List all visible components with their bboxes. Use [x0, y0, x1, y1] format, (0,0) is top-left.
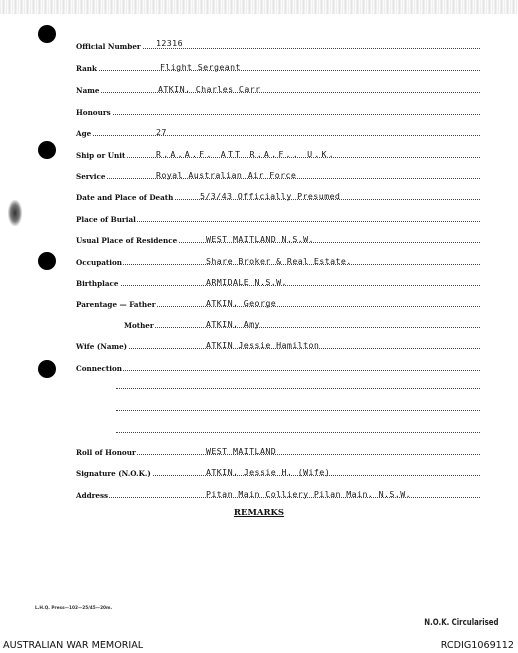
- field-mother: [76, 316, 480, 330]
- nok-circularised-stamp: N.O.K. Circularised: [423, 618, 498, 628]
- field-value: Royal Australian Air Force: [156, 170, 297, 180]
- field-label: Official Number: [76, 42, 141, 51]
- field-roll-of-honour: [76, 443, 480, 457]
- printer-imprint: L.H.Q. Press—102—25/45—20m.: [35, 606, 113, 611]
- archive-footer: [0, 636, 518, 653]
- field-address: [76, 486, 480, 500]
- field-label: Wife (Name): [76, 342, 128, 351]
- field-value: ATKIN, Amy: [206, 319, 260, 329]
- field-value: 12316: [156, 38, 183, 48]
- field-name: [76, 81, 480, 95]
- connection-blank-line: [116, 409, 480, 411]
- field-label: Place of Burial: [76, 215, 136, 224]
- field-occupation: [76, 253, 480, 267]
- punch-hole: [38, 252, 56, 270]
- field-label: Rank: [76, 64, 98, 73]
- fill-line: [76, 92, 480, 93]
- field-official-number: [76, 37, 480, 51]
- fill-line: [76, 114, 480, 115]
- punch-hole: [38, 25, 56, 43]
- field-value: WEST MAITLAND N.S.W.: [206, 234, 314, 244]
- field-label: Mother: [124, 321, 154, 330]
- scan-noise: [0, 0, 518, 14]
- field-label: Service: [76, 172, 106, 181]
- field-label: Connection: [76, 364, 122, 373]
- field-connection: [76, 359, 480, 373]
- field-value: ARMIDALE N.S.W.: [206, 277, 287, 287]
- fill-line: [76, 370, 480, 371]
- field-place-of-burial: [76, 210, 480, 224]
- remarks-heading: REMARKS: [233, 508, 285, 518]
- field-value: 27: [156, 127, 167, 137]
- connection-blank-line: [116, 387, 480, 389]
- field-age: [76, 124, 480, 138]
- connection-blank-line: [116, 431, 480, 433]
- field-usual-residence: [76, 231, 480, 245]
- field-label: Signature (N.O.K.): [76, 469, 151, 478]
- field-value: 5/3/43 Officially Presumed: [200, 191, 341, 201]
- archive-name: AUSTRALIAN WAR MEMORIAL: [3, 640, 144, 651]
- field-date-place-death: [76, 188, 480, 202]
- punch-hole: [38, 360, 56, 378]
- field-signature-nok: [76, 464, 480, 478]
- field-label: Birthplace: [76, 279, 119, 288]
- field-value: R.A.A.F. ATT R.A.F.. U.K.: [156, 149, 336, 159]
- field-value: WEST MAITLAND: [206, 446, 277, 456]
- field-value: Share Broker & Real Estate.: [206, 256, 352, 266]
- field-label: Occupation: [76, 258, 122, 267]
- field-honours: [76, 103, 480, 117]
- edge-mark: [8, 200, 22, 226]
- field-label: Date and Place of Death: [76, 193, 174, 202]
- field-label: Roll of Honour: [76, 448, 136, 457]
- field-label: Address: [76, 491, 109, 500]
- field-label: Name: [76, 86, 100, 95]
- field-value: Pitan Main Colliery Pilan Main. N.S.W.: [206, 489, 412, 499]
- field-birthplace: [76, 274, 480, 288]
- field-wife: [76, 337, 480, 351]
- field-label: Ship or Unit: [76, 151, 126, 160]
- field-value: ATKIN, Charles Carr: [158, 84, 261, 94]
- field-value: ATKIN Jessie Hamilton: [206, 340, 320, 350]
- field-label: Honours: [76, 108, 111, 117]
- field-value: ATKIN, George: [206, 298, 277, 308]
- fill-line: [124, 327, 480, 328]
- field-service: [76, 167, 480, 181]
- field-rank: [76, 59, 480, 73]
- field-value: Flight Sergeant: [160, 62, 241, 72]
- fill-line: [76, 135, 480, 136]
- punch-hole: [38, 141, 56, 159]
- field-label: Age: [76, 129, 92, 138]
- field-value: ATKIN, Jessie H. (Wife): [206, 467, 331, 477]
- record-id: RCDIG1069112: [440, 640, 514, 651]
- field-father: [76, 295, 480, 309]
- field-ship-or-unit: [76, 146, 480, 160]
- field-label: Parentage — Father: [76, 300, 156, 309]
- fill-line: [76, 70, 480, 71]
- field-label: Usual Place of Residence: [76, 236, 178, 245]
